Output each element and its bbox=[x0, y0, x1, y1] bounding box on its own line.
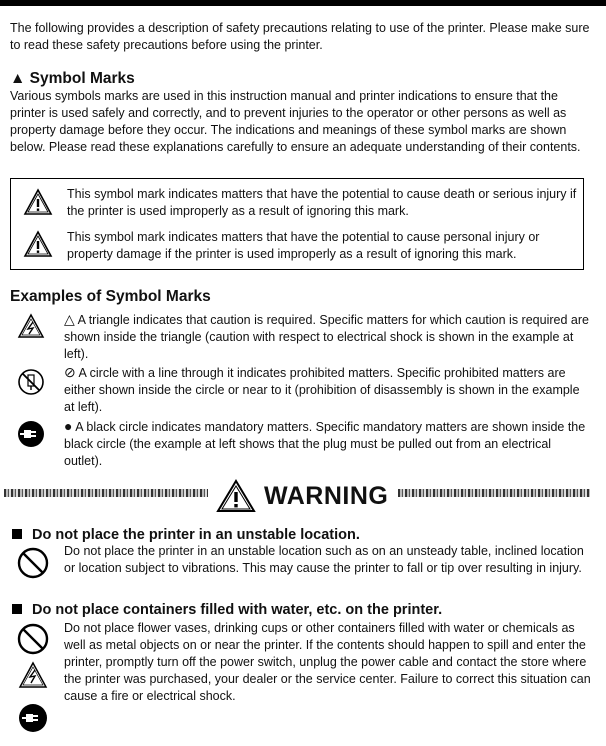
circle-example bbox=[64, 364, 592, 416]
symbol-marks-heading bbox=[10, 70, 135, 88]
triangle-example bbox=[64, 311, 592, 363]
item-body: Do not place flower vases, drinking cups or other containers filled with water or chemicals as well as metal objects on or near the printer. If the contents should happen to spill and enter the printer, promptly turn off the power switch, unplug the power cable and contact the store where the printer was purchased, your dealer or the service center. Failure to correct this situation can cause a fire or electrical shock. bbox=[64, 621, 591, 703]
triangle-example-text: A triangle indicates that caution is required. Specific matters for which caution is required are shown inside the triangle (caution with respect to electrical shock is shown in the example at left). bbox=[64, 313, 589, 361]
item-body: Do not place the printer in an unstable location such as on an unsteady table, inclined location or location subject to vibrations. This may cause the printer to fall or tip over resulting in injury. bbox=[64, 544, 584, 575]
prohibited-icon bbox=[16, 622, 50, 656]
warning-banner bbox=[214, 478, 394, 514]
prohibited-icon bbox=[16, 546, 50, 580]
shock-triangle-icon bbox=[17, 313, 45, 339]
item-heading-text: Do not place the printer in an unstable location. bbox=[32, 527, 360, 543]
item-heading bbox=[12, 602, 442, 619]
shock-triangle-icon bbox=[18, 661, 48, 689]
symbol-marks-title: Symbol Marks bbox=[29, 70, 135, 87]
item-heading bbox=[12, 527, 360, 544]
intro-paragraph: The following provides a description of safety precautions relating to use of the printer. Please make sure to read these safety precautions before using the printer. bbox=[10, 21, 590, 52]
warning-triangle-icon bbox=[23, 188, 53, 216]
warning-banner-right-rule bbox=[398, 489, 590, 497]
caution-mark-description: This symbol mark indicates matters that have the potential to cause personal injury or property damage if the printer is used improperly as a result of ignoring this mark. bbox=[67, 230, 540, 261]
black-circle-glyph: ● bbox=[64, 418, 73, 434]
item-heading-text: Do not place containers filled with water, etc. on the printer. bbox=[32, 602, 443, 618]
caution-triangle-icon bbox=[23, 230, 53, 258]
black-circle-example bbox=[64, 418, 592, 470]
bullet-square bbox=[12, 529, 22, 539]
black-circle-example-text: A black circle indicates mandatory matters. Specific mandatory matters are shown inside the black circle (the example at left shows that the plug must be pulled out from an electrical outlet). bbox=[64, 420, 586, 468]
warning-banner-left-rule bbox=[4, 489, 208, 497]
symbol-marks-body: Various symbols marks are used in this instruction manual and printer indications to ensure that the printer is used safely and correctly, and to prevent injuries to the operator or other persons as well as property damage before they occur. The indications and meanings of these symbol marks are shown below. Please read these explanations carefully to ensure an adequate understanding of their contents. bbox=[10, 89, 581, 154]
top-rule bbox=[0, 0, 606, 6]
warning-banner-icon bbox=[216, 479, 256, 513]
bullet-square bbox=[12, 604, 22, 614]
symbol-legend-box bbox=[10, 178, 584, 270]
warning-mark-description: This symbol mark indicates matters that have the potential to cause death or serious injury if the printer is used improperly as a result of ignoring this mark. bbox=[67, 187, 577, 218]
prohibited-glyph: ⊘ bbox=[64, 364, 76, 380]
examples-heading: Examples of Symbol Marks bbox=[10, 288, 211, 305]
triangle-glyph: △ bbox=[64, 311, 75, 327]
unplug-icon bbox=[17, 420, 45, 448]
unplug-icon bbox=[18, 703, 48, 733]
warning-banner-text: WARNING bbox=[264, 482, 389, 510]
no-disassembly-icon bbox=[17, 368, 45, 396]
heading-marker: ▲ bbox=[10, 70, 26, 87]
circle-example-text: A circle with a line through it indicates prohibited matters. Specific prohibited matters are either shown inside the circle or near to it (prohibition of disassembly is shown in the example at left). bbox=[64, 366, 580, 414]
